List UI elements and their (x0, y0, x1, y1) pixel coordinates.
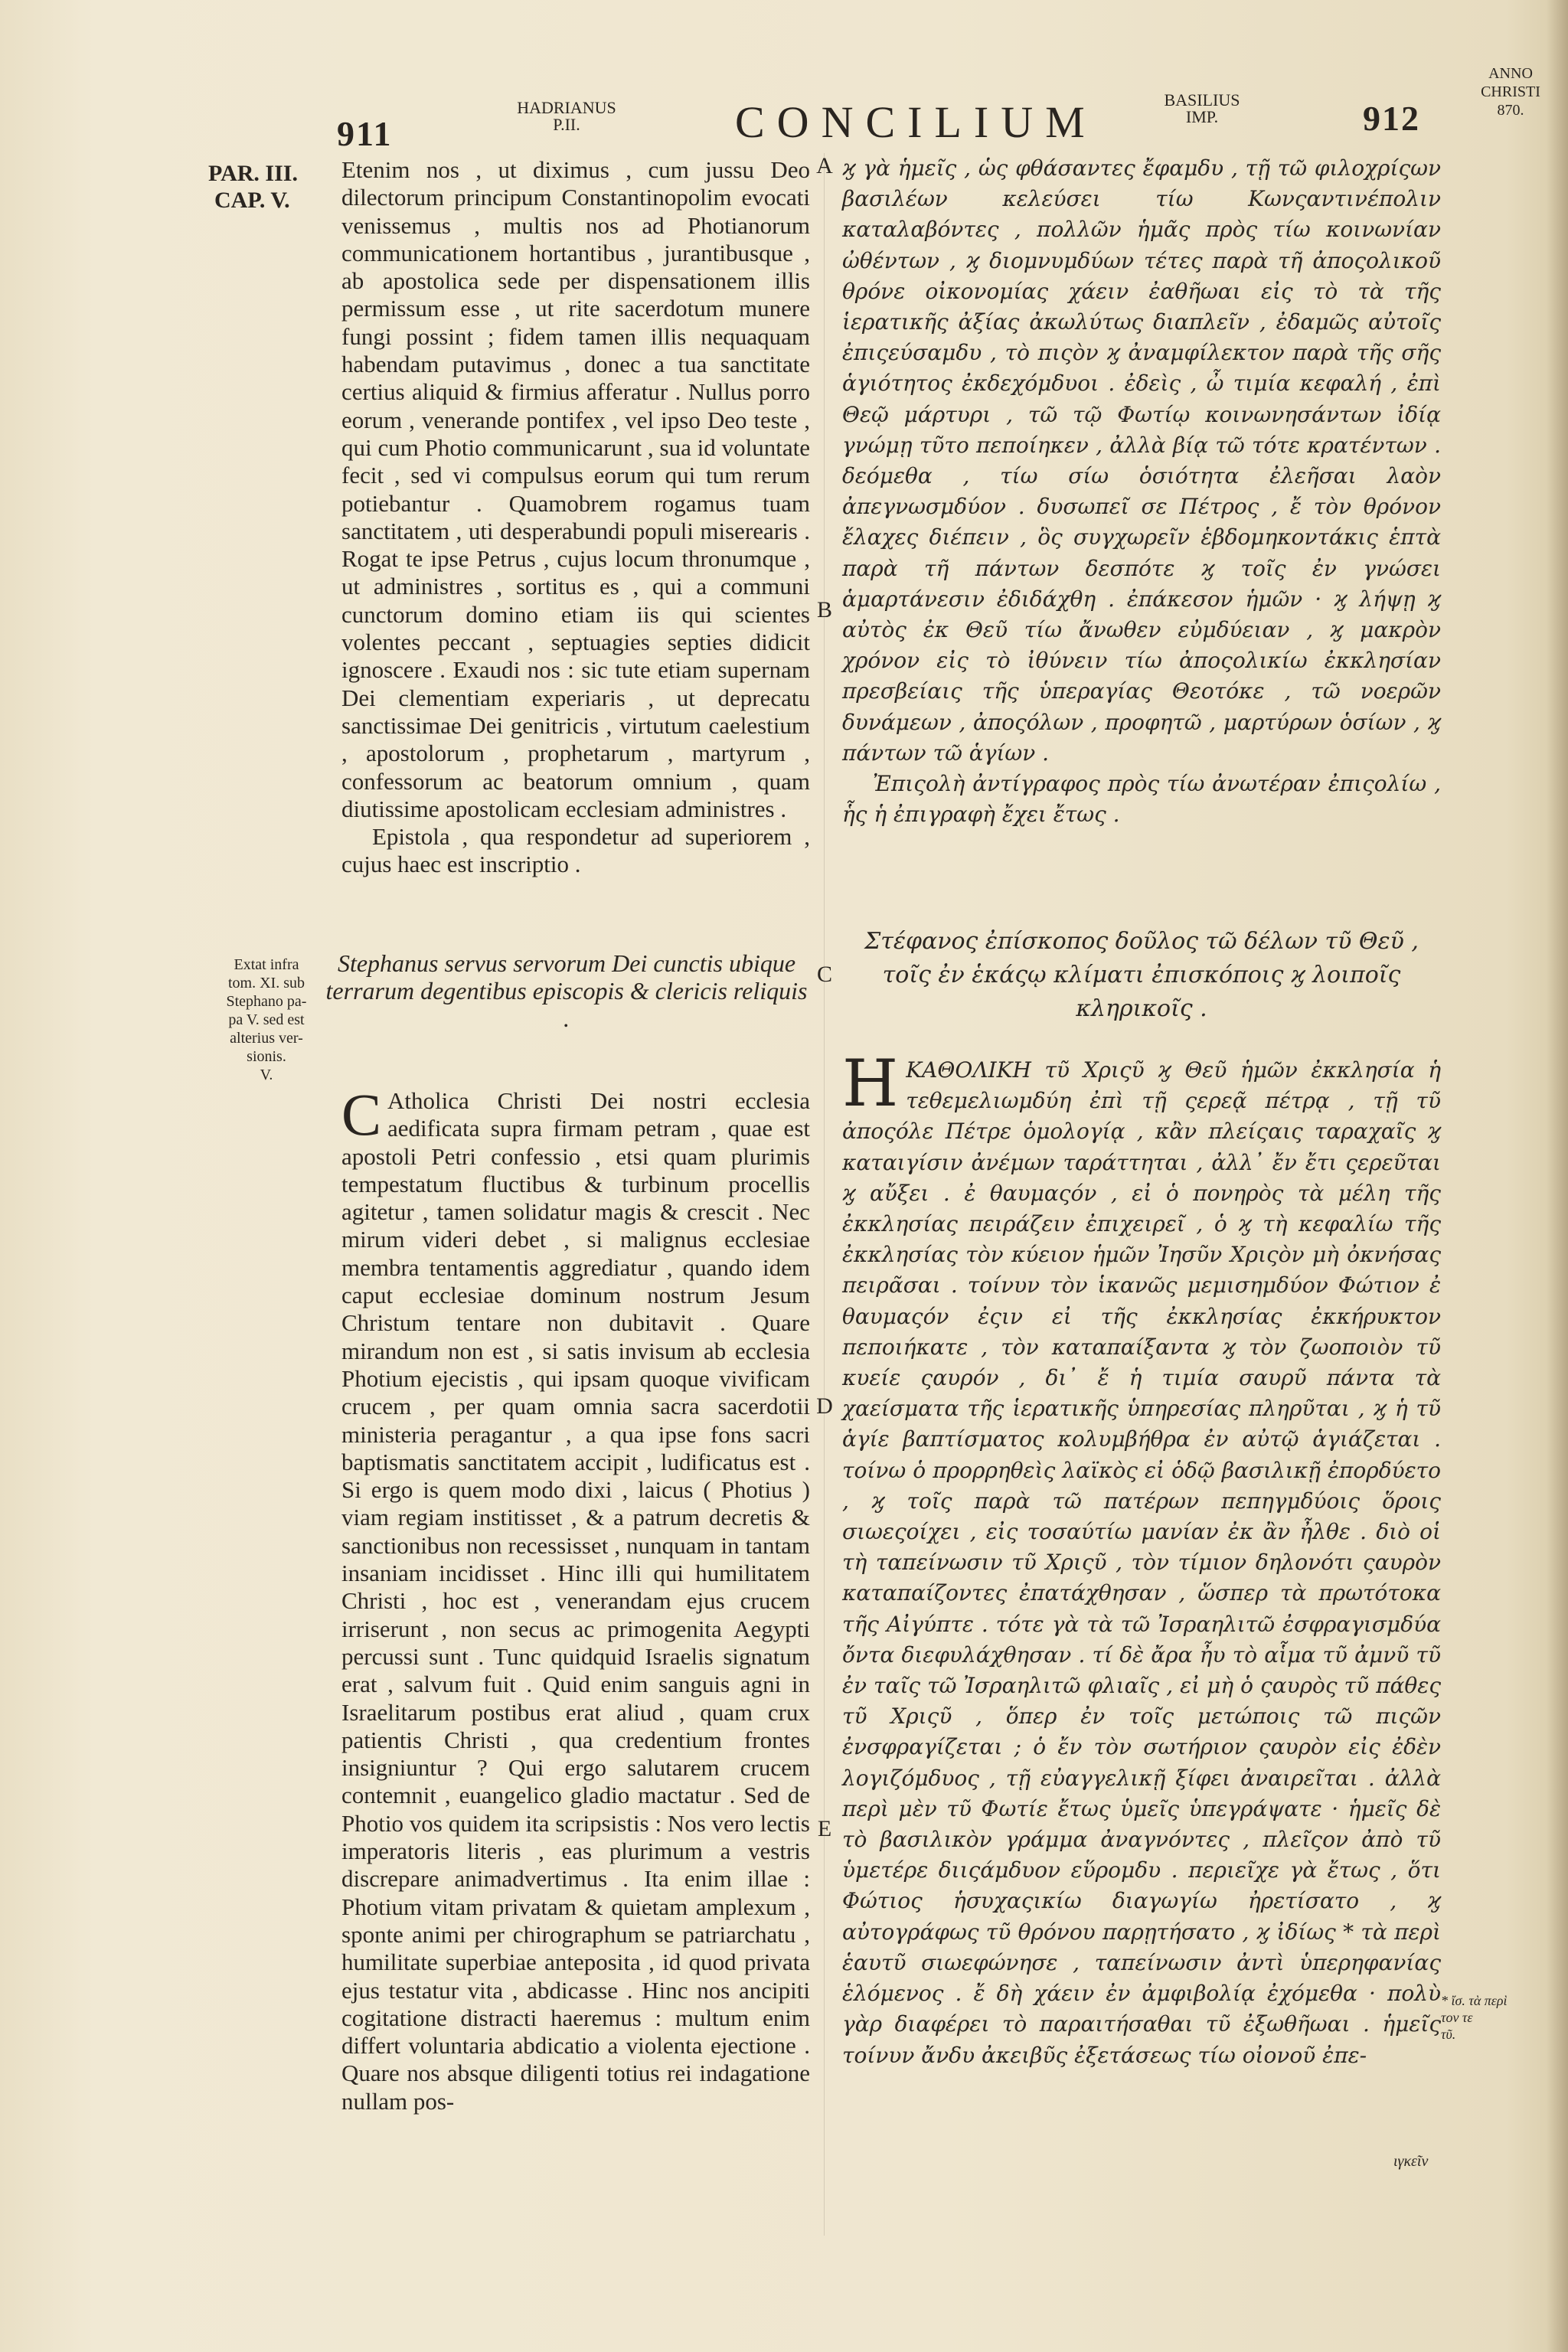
footnote-line: τον τε (1441, 2010, 1473, 2025)
section-letter-a: A (816, 153, 833, 178)
latin-column-top (341, 156, 810, 879)
footnote-line: * ἴσ. τὰ περὶ (1441, 1993, 1508, 2008)
chapter-marker: CAP. V. (214, 188, 290, 213)
section-letter-d: D (816, 1393, 833, 1419)
greek-paragraph: Ἐπιςολὴ ἀντίγραφος πρὸς τίω ἀνωτέραν ἐπιςολίω , ἧς ἡ ἐπιγραφὴ ἔχει ἔτως . (842, 771, 1441, 828)
margin-note-line: sionis. (247, 1048, 286, 1065)
section-letter-b: B (816, 597, 832, 622)
footnote-line: τῦ. (1441, 2027, 1456, 2042)
latin-paragraph: Etenim nos , ut diximus , cum jussu Deo dilectorum principum Constantinopolim evocati venissemus , multis nos ad Photianorum communicationem hortantibus , jurantibusque , ab apostolica sede per dispensationem illis permissum esse , ut rite sacerdotum munere fungi possint ; fidem tamen illis nequaquam habendam putavimus , donec a tua sanctitate certius aliquid & firmius afferatur . Nullus porro eorum , venerande pontifex , vel ipso Deo teste , qui cum Photio communicarunt , sua id voluntate fecit , sed vi compulsus eorum qui tum rerum potiebantur . Quamobrem rogamus tuam sanctitatem , uti desperabundi populi miserearis . Rogat te ipse Petrus , cujus locum thronumque , ut administres , sortitus es , qui a communi cunctorum domino etiam iis qui scientes volentes peccant , septuagies septies didicit ignoscere . Exaudi nos : sic tute etiam supernam Dei clementiam experiaris , ut deprecatu sanctissimae Dei genitricis , virtutum caelestium , apostolorum , prophetarum , martyrum , confessorum ac beatorum omnium , quam diutissime apostolicam ecclesiam administres . (341, 156, 810, 822)
page-edge-shadow (1547, 0, 1568, 2352)
running-head-line: P.II. (553, 115, 580, 134)
greek-letter-text: ΚΑΘΟΛΙΚΗ τῦ Χριςῦ ϗ Θεῦ ἡμῶν ἐκκλησία ἡ τεθεμελιωμδύη ἐπὶ τῇ ςερεᾷ πέτρᾳ , τῇ τῦ ἀποςόλε Πέτρε ὁμολογίᾳ , κἂν πλείςαις ταραχαῖς ϗ καταιγίσιν ἀνέμων ταράττηται , ἀλλ᾽ ἔν ἔτι ςερεῦται ϗ αὔξει . ἐ θαυμαςόν , εἰ ὁ πονηρὸς τὰ μέλη τῆς ἐκκλησίας πειράζειν ἐπιχειρεῖ , ὁ ϗ τὴ κεφαλίω τῆς ἐκκλησίας τὸν κύειον ἡμῶν Ἰησῦν Χριςὸν μὴ ὀκνήσας πειρᾶσαι . τοίνυν τὸν ἱκανῶς μεμισημδύον Φώτιον ἐ θαυμαςόν ἐςιν εἰ τῆς ἐκκλησίας ἐκκήρυκτον πεποιήκατε , τὸν καταπαίξαντα ϗ τὸν ζωοποιὸν τῦ κυείε ςαυρόν , δι᾽ ἔ ἡ τιμία σαυρῦ πάντα τὰ χαείσματα τῆς ἱερατικῆς ὑπηρεσίας πληρῦται , ϗ ἡ τῦ ἁγίε βαπτίσματος κολυμβήθρα ἐν αὐτῷ ἁγιάζεται . τοίνω ὁ προρρηθεὶς λαϊκὸς εἰ ὁδῷ βασιλικῇ ἐπορδύετο , ϗ τοῖς παρὰ τῶ πατέρων πεπηγμδύοις ὅροις σιωεςοίχει , εἰς τοσαύτίω μανίαν ἐκ ἂν ἦλθε . διὸ οἱ τὴ ταπείνωσιν τῦ Χριςῦ , τὸν τίμιον δηλονότι ςαυρὸν καταπαίζοντες ἐπατάχθησαν , ὥσπερ τὰ πρωτότοκα τῆς Αἰγύπτε . τότε γὰ τὰ τῶ Ἰσραηλιτῶ ἐσφραγισμδύα ὄντα διεφυλάχθησαν . τί δὲ ἄρα ἦυ τὸ αἷμα τῦ ἀμνῦ τῦ ἐν ταῖς τῶ Ἰσραηλιτῶ φλιαῖς , εἰ μὴ ὁ ςαυρὸς τῦ πάθες τῦ Χριςῦ , ὅπερ ἐν τοῖς μετώποις τῶ πιςῶν ἐνσφραγίζεται ; ὁ ἔν τὸν σωτήριον ςαυρὸν εἰς ἐδὲν λογιζόμδυος , τῇ εὐαγγελικῇ ξίφει ἀναιρεῖται . ἀλλὰ περὶ μὲν τῦ Φωτίε ἔτως ὑμεῖς ὑπεγράψατε · ἡμεῖς δὲ τὸ βασιλικὸν γράμμα ἀναγνόντες , πλεῖςον ἀπὸ τῦ ὑμετέρε διιςάμδυον εὕρομδυ . περιεῖχε γὰ ἔτως , ὅτι Φώτιος ἡσυχαςικίω διαγωγίω ἠρετίσατο , ϗ αὐτογράφως τῦ θρόνου παρῃτήσατο , ϗ ἰδίως * τὰ περὶ ἑαυτῦ σιωεφώνησε , ταπείνωσιν ἀντὶ ὑπερηφανίας ἑλόμενος . ἔ δὴ χάειν ἐν ἀμφιβολίᾳ ἐχόμεθα · πολὺ γὰρ διαφέρει τὸ παραιτήσαθαι τῦ ἐξωθῆωαι . ἡμεῖς τοίνυν ἄνδυ ἀκειβῦς ἐξετάσεως τίω οἰονοῦ ἐπε- (842, 1057, 1441, 2068)
margin-note-line: pa V. sed est (228, 1011, 305, 1028)
running-head-line: BASILIUS (1164, 90, 1240, 109)
year-note-line: 870. (1497, 102, 1524, 119)
latin-letter-text: Atholica Christi Dei nostri ecclesia aedificata supra firmam petram , quae est apostoli Petri confessio , etsi quam plurimis tempestatum fluctibus & turbinum procellis agitetur , tamen solidatur magis & crescit . Nec mirum videri debet , si malignus ecclesiae membra tentamentis aggrediatur , quando idem caput ecclesiae dominum nostrum Jesum Christum tentare non dubitavit . Quare mirandum non est , si satis invisum ab ecclesia Photium ejecistis , qui ipsam quoque vivificam crucem , per quam omnia sacra sacerdotii ministeria peragantur , a qua ipse fons sacri baptismatis sanctitatem accipit , ludificatus est . Si ergo is quem modo dixi , laicus ( Photius ) viam regiam institisset , & a patrum decretis & sanctionibus non recessisset , nunquam in tantam insaniam incidisset . Hinc illi qui humilitatem Christi , hoc est , venerandam ejus crucem irriserunt , non secus ac primogenita Aegypti percussi sunt . Tunc quidquid Israelis signatum erat , salvum fuit . Quid enim sanguis agni in Israelitarum postibus erat aliud , quam crux patientis Christi , qua credentium frontes insigniuntur ? Qui ergo salutarem crucem contemnit , euangelico gladio mactatur . Sed de Photio vos quidem ita scripsistis : Nos vero lectis imperatoris literis , eas plurimum a vestris discrepare animadvertimus . Ita enim illae : Photium vitam privatam & quietam amplexum , sponte animi per chirographum se patriarchatu , humilitate superbiae anteposita , id quod privata ejus testatur vita , abdicasse . Hinc nos ancipiti cogitatione distracti haeremus : multum enim differt voluntaria abdicatio a violenta ejectione . Quare nos absque diligenti totius rei indagatione nullam pos- (341, 1087, 810, 2115)
part-marker: PAR. III. (208, 161, 298, 186)
latin-letter-heading: Stephanus servus servorum Dei cunctis ubique terrarum degentibus episcopis & clericis reliquis . (325, 949, 808, 1032)
year-note (1468, 64, 1553, 119)
greek-letter-body (842, 1046, 1441, 2071)
section-letter-c: C (816, 962, 832, 987)
left-running-head (505, 100, 628, 133)
drop-cap: C (341, 1081, 382, 1148)
running-head-line: HADRIANUS (517, 98, 616, 117)
right-page-number: 912 (1363, 99, 1420, 138)
right-running-head (1148, 92, 1256, 126)
greek-column-top (842, 153, 1441, 830)
page-title: CONCILIUM (735, 97, 1097, 147)
latin-paragraph: Epistola , qua respondetur ad superiorem , cujus haec est inscriptio . (341, 823, 810, 878)
margin-footnote (1441, 1992, 1540, 2043)
margin-note-line: Stephano pa- (226, 993, 307, 1010)
drop-cap: Η (842, 1046, 899, 1121)
margin-note-line: alterius ver- (230, 1030, 303, 1047)
greek-column-bottom (842, 1046, 1441, 2071)
running-head-line: IMP. (1185, 107, 1219, 126)
column-divider (824, 153, 825, 2236)
greek-letter-heading: Στέφανος ἐπίσκοπος δοῦλος τῶ δέλων τῦ Θεῦ , τοῖς ἐν ἑκάςῳ κλίματι ἐπισκόποις ϗ λοιποῖς κληρικοῖς . (864, 928, 1419, 1022)
catchword: ιγκεῖν (1393, 2153, 1429, 2170)
year-note-line: CHRISTI (1481, 83, 1540, 100)
section-letter-e: E (817, 1816, 832, 1841)
latin-column-bottom (341, 1081, 810, 2115)
greek-paragraph: ϗ γὰ ἡμεῖς , ὡς φθάσαντες ἔφαμδυ , τῇ τῶ φιλοχρίςων βασιλέων κελεύσει τίω Κωνςαντινέπολιν καταλαβόντες , πολλῶν ἡμᾶς πρὸς τίω κοινωνίαν ὠθέντων , ϗ διομνυμδύων τέτες παρὰ τῆ ἀποςολικοῦ θρόνε οἰκονομίας χάειν ἐαθῆωαι εἰς τὸ τὰ τῆς ἱερατικῆς ἀξίας ἀκωλύτως διαπλεῖν , ἐδαμῶς αὐτοῖς ἐπιςεύσαμδυ , τὸ πιςὸν ϗ ἀναμφίλεκτον παρὰ τῆς σῆς ἁγιότητος ἐκδεχόμδυοι . ἐδεὶς , ὦ τιμία κεφαλή , ἐπὶ Θεῷ μάρτυρι , τῶ τῷ Φωτίῳ κοινωνησάντων ἰδίᾳ γνώμῃ τῦτο πεποίηκεν , ἀλλὰ βίᾳ τῶ τότε κρατέντων . δεόμεθα , τίω σίω ὁσιότητα ἐλεῆσαι λαὸν ἀπεγνωσμδύον . δυσωπεῖ σε Πέτρος , ἔ τὸν θρόνον ἔλαχες διέπειν , ὃς συγχωρεῖν ἑβδομηκοντάκις ἑπτὰ παρὰ τῆ πάντων δεσπότε ϗ τοῖς ἐν γνώσει ἁμαρτάνεσιν ἐδιδάχθη . ἐπάκεσον ἡμῶν · ϗ λήψῃ ϗ αὐτὸς ἐκ Θεῦ τίω ἄνωθεν εὐμδύειαν , ϗ μακρὸν χρόνον εἰς τὸ ἰθύνειν τίω ἀποςολικίω ἐκκλησίαν πρεσβείαις τῆς ὑπεραγίας Θεοτόκε , τῶ νοερῶν δυνάμεων , ἀποςόλων , προφητῶ , μαρτύρων ὁσίων , ϗ πάντων τῶ ἁγίων . (842, 155, 1441, 766)
margin-note-line: tom. XI. sub (228, 975, 305, 991)
margin-note-line: V. (260, 1067, 273, 1083)
margin-note-extat (213, 956, 320, 1084)
left-page-number: 911 (337, 114, 393, 153)
latin-letter-body (341, 1081, 810, 2115)
margin-note-line: Extat infra (234, 956, 299, 973)
year-note-line: ANNO (1488, 65, 1533, 82)
